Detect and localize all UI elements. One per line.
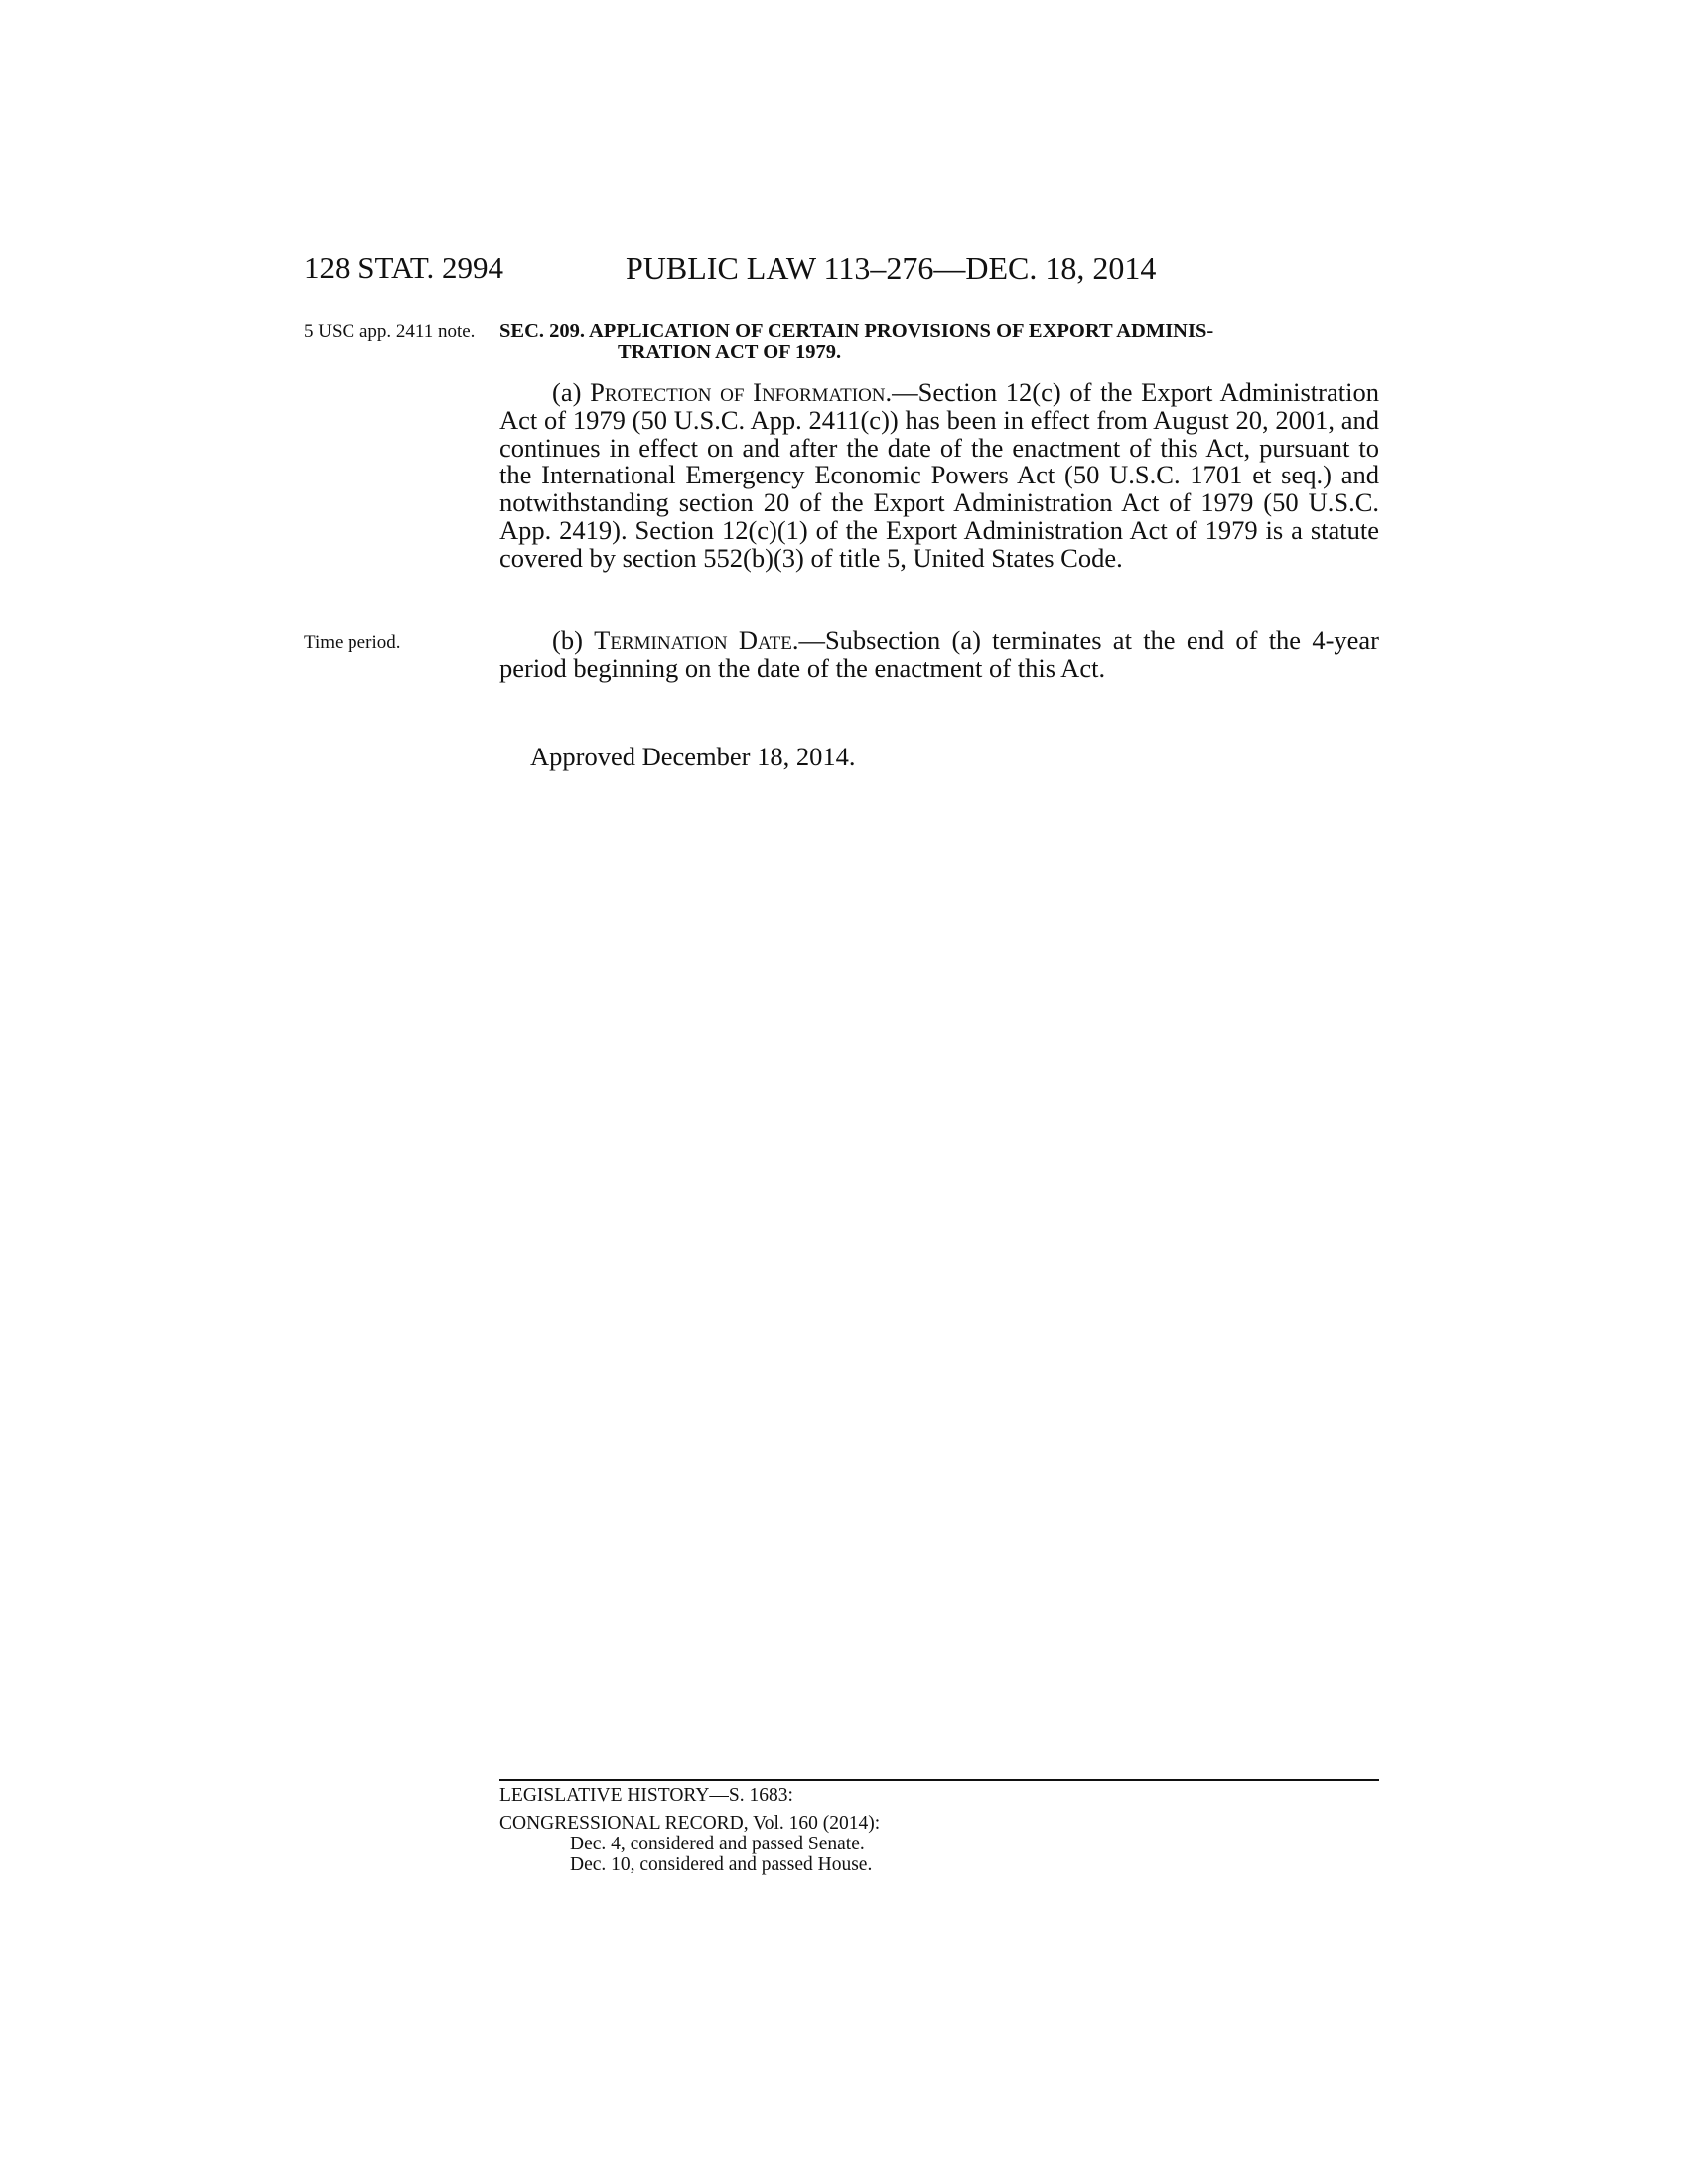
paragraph-b bbox=[499, 627, 1379, 683]
paragraph-a-text: .—Section 12(c) of the Export Administration Act of 1979 (50 U.S.C. App. 2411(c)) has been in effect from August 20, 2001, and continues in effect on and after the date of the enactment of this Act, pursuant to the International Emergency Economic Powers Act (50 U.S.C. 1701 et seq.) and notwithstanding section 20 of the Export Administration Act of 1979 (50 U.S.C. App. 2419). Section 12(c)(1) of the Export Administration Act of 1979 is a statute covered by section 552(b)(3) of title 5, United States Code. bbox=[499, 377, 1379, 573]
section-heading-line-1: SEC. 209. APPLICATION OF CERTAIN PROVISIONS OF EXPORT ADMINIS- bbox=[499, 320, 1214, 341]
paragraph-a-caption: Protection of Information bbox=[590, 377, 886, 407]
approval-date: Approved December 18, 2014. bbox=[530, 742, 856, 771]
paragraph-b-caption: Termination Date bbox=[594, 625, 792, 655]
section-heading-line-2: TRATION ACT OF 1979. bbox=[618, 341, 842, 363]
paragraph-b-text: .—Subsection (a) terminates at the end of the 4-year period beginning on the date of the enactment of this Act. bbox=[499, 625, 1380, 683]
section-heading bbox=[499, 320, 1379, 363]
footer-divider bbox=[499, 1779, 1379, 1781]
paragraph-b-designation: (b) bbox=[552, 625, 595, 655]
paragraph-a-designation: (a) bbox=[552, 377, 591, 407]
legislative-history-entry: Dec. 4, considered and passed Senate. bbox=[570, 1834, 865, 1854]
legislative-history-entry: Dec. 10, considered and passed House. bbox=[570, 1854, 873, 1875]
paragraph-a bbox=[499, 379, 1379, 573]
stat-page-number: 128 STAT. 2994 bbox=[304, 250, 504, 285]
running-header: PUBLIC LAW 113–276—DEC. 18, 2014 bbox=[626, 250, 1157, 286]
congressional-record-line: CONGRESSIONAL RECORD, Vol. 160 (2014): bbox=[499, 1813, 881, 1834]
margin-note-usc-citation: 5 USC app. 2411 note. bbox=[304, 321, 476, 341]
legislative-history-title: LEGISLATIVE HISTORY—S. 1683: bbox=[499, 1785, 793, 1806]
margin-note-time-period: Time period. bbox=[304, 632, 401, 653]
